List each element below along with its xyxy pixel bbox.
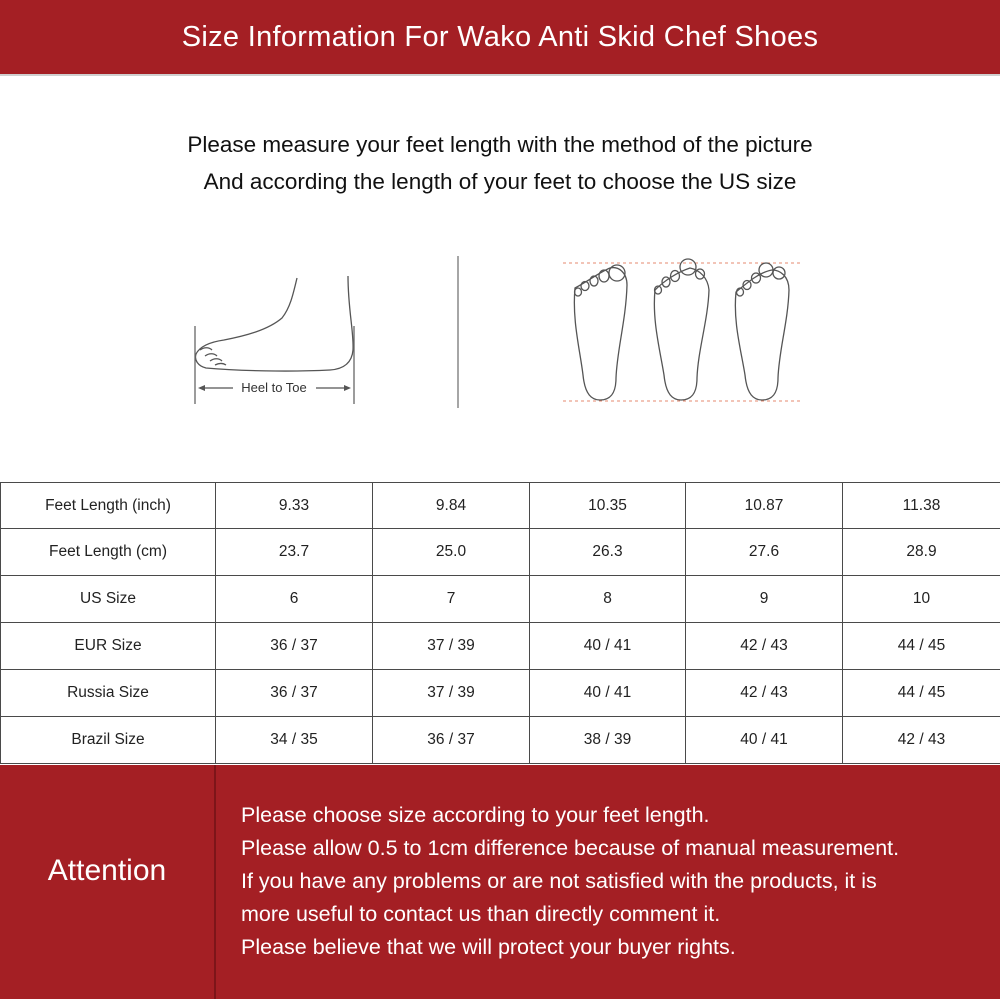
intro-line-1: Please measure your feet length with the method of the picture [187,132,813,157]
row-label: Brazil Size [1,717,216,764]
table-row [1,717,1000,764]
page-title: Size Information For Wako Anti Skid Chef Shoes [181,20,819,53]
table-cell: 8 [530,576,686,623]
attention-divider [214,765,216,999]
attention-title [0,765,214,977]
table-cell: 38 / 39 [530,717,686,764]
foot-top-view-icon [574,259,789,400]
attention-line: Please allow 0.5 to 1cm difference because of manual measurement. [241,836,900,860]
table-cell: 27.6 [686,529,843,576]
intro-line-2: And according the length of your feet to choose the US size [203,169,797,194]
table-cell: 37 / 39 [373,623,530,670]
table-cell: 10 [843,576,1000,623]
attention-line: Please choose size according to your feet length. [241,803,710,827]
table-cell: 36 / 37 [373,717,530,764]
row-label: Feet Length (inch) [1,483,216,529]
table-row [1,670,1000,717]
table-cell: 36 / 37 [216,670,373,717]
table-cell: 42 / 43 [686,670,843,717]
table-cell: 40 / 41 [530,670,686,717]
table-cell: 44 / 45 [843,670,1000,717]
attention-line: more useful to contact us than directly comment it. [241,902,721,926]
attention-title-text: Attention [47,854,167,887]
table-cell: 26.3 [530,529,686,576]
size-chart-table [0,482,1000,764]
table-cell: 44 / 45 [843,623,1000,670]
table-row [1,576,1000,623]
table-cell: 25.0 [373,529,530,576]
table-cell: 9.33 [216,483,373,529]
table-cell: 42 / 43 [843,717,1000,764]
attention-line: Please believe that we will protect your buyer rights. [241,935,736,959]
table-cell: 9 [686,576,843,623]
table-cell: 40 / 41 [686,717,843,764]
table-cell: 34 / 35 [216,717,373,764]
table-cell: 11.38 [843,483,1000,529]
row-label: Feet Length (cm) [1,529,216,576]
table-row [1,529,1000,576]
table-cell: 36 / 37 [216,623,373,670]
table-cell: 40 / 41 [530,623,686,670]
table-cell: 9.84 [373,483,530,529]
attention-notes [241,799,981,964]
attention-panel [0,765,1000,999]
measurement-diagram [0,250,1000,420]
table-row [1,483,1000,529]
row-label: EUR Size [1,623,216,670]
header-divider [0,74,1000,76]
table-cell: 7 [373,576,530,623]
table-cell: 28.9 [843,529,1000,576]
intro-text [0,126,1000,200]
table-cell: 10.35 [530,483,686,529]
page-header [0,0,1000,74]
row-label: US Size [1,576,216,623]
table-cell: 23.7 [216,529,373,576]
row-label: Russia Size [1,670,216,717]
attention-line: If you have any problems or are not satisfied with the products, it is [241,869,877,893]
table-cell: 37 / 39 [373,670,530,717]
table-row [1,623,1000,670]
table-cell: 10.87 [686,483,843,529]
heel-to-toe-label: Heel to Toe [241,380,307,395]
table-cell: 42 / 43 [686,623,843,670]
table-cell: 6 [216,576,373,623]
